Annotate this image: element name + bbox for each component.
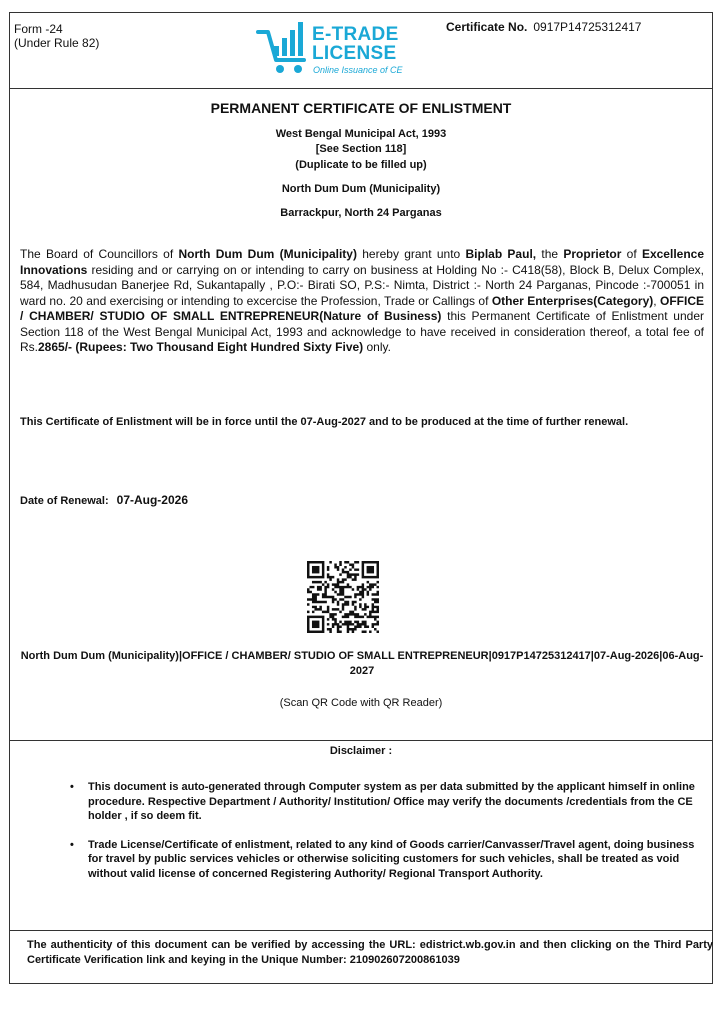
body-text: of	[621, 247, 642, 261]
business-name: Excellence Innovations	[20, 247, 704, 277]
logo-line-2: LICENSE	[312, 43, 397, 64]
section-line: [See Section 118]	[315, 143, 407, 155]
etrade-logo	[256, 20, 406, 78]
header-divider	[9, 88, 713, 89]
validity-statement: This Certificate of Enlistment will be in force until the 07-Aug-2027 and to be produced at the time of further renewal.	[20, 416, 629, 428]
body-text: this Permanent Certificate of Enlistment under Section 118 of the West Bengal Municipal Act, 1993 and acknowledge to have received in consideration thereof, a total fee of Rs.	[20, 309, 704, 354]
body-text: residing and or carrying on or intending to carry on business at Holding No :- C418(58), Block B, Delux Complex, 584, Madhusudan Banerjee Rd, Sukantapally , P.O:- Birati SO, P.S:- Nimta, District :- North 24 Parganas, Pincode :-700051 in ward no. 20 and exercising or intending to excercise the Profession, Trade or Callings of	[20, 262, 704, 308]
logo-tagline: Online Issuance of CE	[313, 65, 403, 75]
certificate-number	[446, 20, 641, 34]
fee-amount: 2865/-	[38, 340, 73, 354]
disclaimer-list	[70, 780, 710, 895]
district-line: Barrackpur, North 24 Parganas	[280, 207, 442, 219]
renewal-date	[20, 493, 188, 507]
qr-code	[307, 561, 379, 633]
disclaimer-item: • Trade License/Certificate of enlistment, related to any kind of Goods carrier/Canvasser/Travel agent, doing business for travel by public services vehicles or otherwise soliciting customers for such vehicles, shall be treated as void without valid license of concerned Registering Authority/ Regional Transport Authority.	[70, 838, 710, 882]
act-line: West Bengal Municipal Act, 1993	[275, 128, 447, 140]
rule-text: (Under Rule 82)	[14, 36, 100, 50]
duplicate-line: (Duplicate to be filled up)	[295, 159, 427, 171]
authenticity-note: The authenticity of this document can be verified by accessing the URL: edistrict.wb.gov.in and then clicking on the Third Party Certificate Verification link and keying in the Unique Number: 210902607200861039	[27, 939, 713, 966]
body-text: The Board of Councillors of	[20, 247, 179, 261]
business-nature: OFFICE / CHAMBER/ STUDIO OF SMALL ENTREPRENEUR(Nature of Business)	[20, 293, 704, 323]
form-number	[14, 22, 99, 50]
certificate-label: Certificate No.	[446, 20, 528, 34]
holder-role: Proprietor	[563, 247, 622, 261]
qr-caption: North Dum Dum (Municipality)|OFFICE / CHAMBER/ STUDIO OF SMALL ENTREPRENEUR|0917P14725312417|07-Aug-2026|06-Aug-2027	[20, 650, 704, 677]
scan-note: (Scan QR Code with QR Reader)	[279, 697, 443, 709]
disclaimer-divider	[9, 740, 713, 741]
disclaimer-item: • This document is auto-generated through Computer system as per data submitted by the applicant himself in online procedure. Respective Department / Authority/ Institution/ Office may verify the documents /credentials from the CE holder , if so deem fit.	[70, 780, 710, 824]
business-category: Other Enterprises(Category)	[491, 293, 654, 308]
holder-name: Biplab Paul,	[465, 247, 537, 261]
document-title: PERMANENT CERTIFICATE OF ENLISTMENT	[210, 100, 512, 116]
footer-divider	[9, 930, 713, 931]
body-text: hereby grant unto	[356, 247, 466, 261]
fee-words: (Rupees: Two Thousand Eight Hundred Sixty Five)	[75, 340, 364, 354]
shopping-cart-icon	[256, 20, 314, 76]
municipality-line: North Dum Dum (Municipality)	[281, 183, 441, 195]
renewal-label: Date of Renewal:	[20, 495, 109, 507]
body-text: the	[536, 247, 564, 261]
body-municipality: North Dum Dum (Municipality)	[178, 247, 357, 261]
certificate-value: 0917P14725312417	[533, 20, 642, 34]
form-no-text: Form -24	[14, 22, 63, 36]
disclaimer-title: Disclaimer :	[329, 745, 393, 757]
logo-line-1: E-TRADE	[312, 24, 399, 45]
certificate-body	[20, 247, 704, 356]
body-text: only.	[363, 340, 391, 354]
body-text: ,	[653, 293, 660, 308]
renewal-value: 07-Aug-2026	[116, 493, 189, 507]
